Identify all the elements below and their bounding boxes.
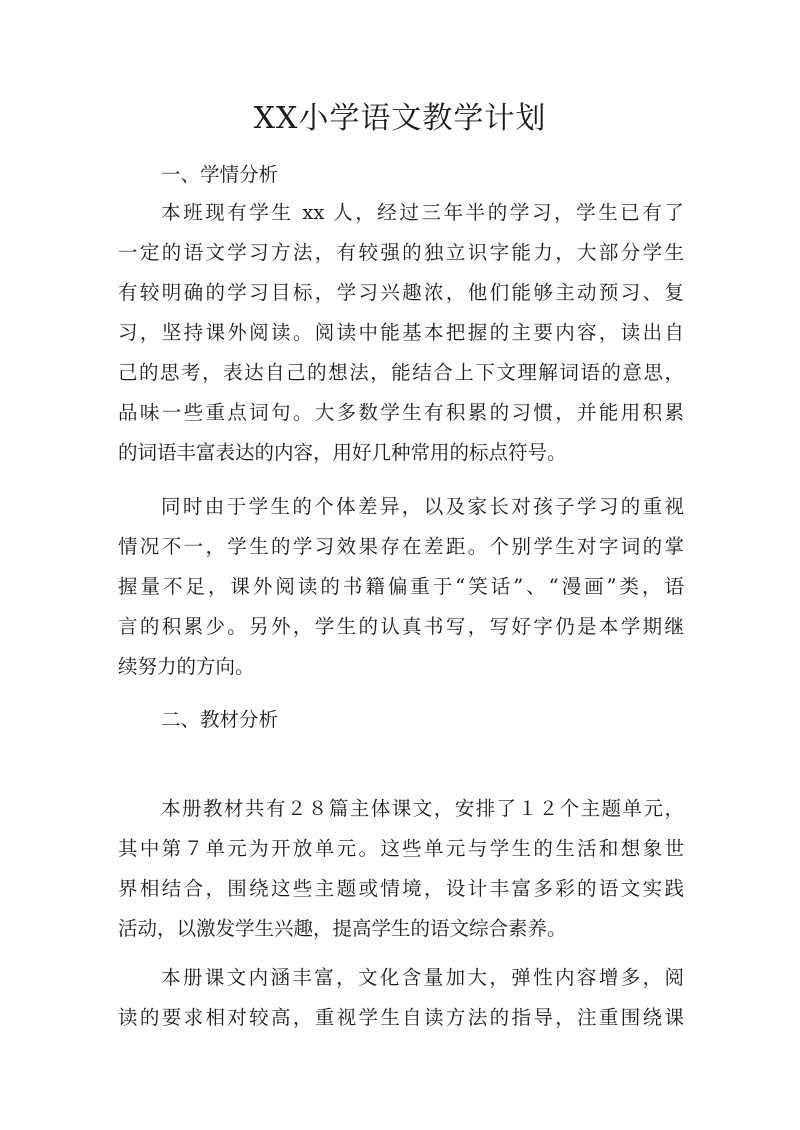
paragraph-3-line: 其中第７单元为开放单元。这些单元与学生的生活和想象世 bbox=[118, 837, 684, 860]
paragraph-2-line: 同时由于学生的个体差异，以及家长对孩子学习的重视 bbox=[161, 495, 684, 518]
paragraph-3-line: 界相结合，围绕这些主题或情境，设计丰富多彩的语文实践 bbox=[118, 877, 684, 900]
paragraph-2-line: 言的积累少。另外，学生的认真书写，写好字仍是本学期继 bbox=[118, 615, 684, 638]
paragraph-1-line: 己的思考，表达自己的想法，能结合上下文理解词语的意思， bbox=[118, 361, 684, 384]
paragraph-1-line: 的词语丰富表达的内容，用好几种常用的标点符号。 bbox=[118, 441, 567, 464]
paragraph-1-line: 习，坚持课外阅读。阅读中能基本把握的主要内容，读出自 bbox=[118, 321, 684, 344]
paragraph-4-line: 本册课文内涵丰富，文化含量加大，弹性内容增多，阅 bbox=[161, 966, 684, 989]
paragraph-2-line: 握量不足，课外阅读的书籍偏重于“笑话”、“漫画”类，语 bbox=[118, 575, 684, 598]
paragraph-2-line: 情况不一，学生的学习效果存在差距。个别学生对字词的掌 bbox=[118, 535, 684, 558]
document-title: XX小学语文教学计划 bbox=[253, 101, 547, 136]
paragraph-1-line: 品味一些重点词句。大多数学生有积累的习惯，并能用积累 bbox=[118, 401, 684, 424]
paragraph-3-line: 本册教材共有２８篇主体课文，安排了１２个主题单元， bbox=[161, 797, 684, 820]
section-heading-student-analysis: 一、学情分析 bbox=[161, 163, 279, 186]
paragraph-1-line: 本班现有学生 xx 人，经过三年半的学习，学生已有了 bbox=[161, 201, 684, 224]
paragraph-4-line: 读的要求相对较高，重视学生自读方法的指导，注重围绕课 bbox=[118, 1006, 684, 1029]
paragraph-1-line: 一定的语文学习方法，有较强的独立识字能力，大部分学生 bbox=[118, 241, 684, 264]
paragraph-1-line: 有较明确的学习目标，学习兴趣浓，他们能够主动预习、复 bbox=[118, 281, 684, 304]
paragraph-3-line: 活动，以激发学生兴趣，提高学生的语文综合素养。 bbox=[118, 917, 567, 940]
paragraph-2-line: 续努力的方向。 bbox=[118, 655, 255, 678]
section-heading-textbook-analysis: 二、教材分析 bbox=[161, 708, 279, 731]
